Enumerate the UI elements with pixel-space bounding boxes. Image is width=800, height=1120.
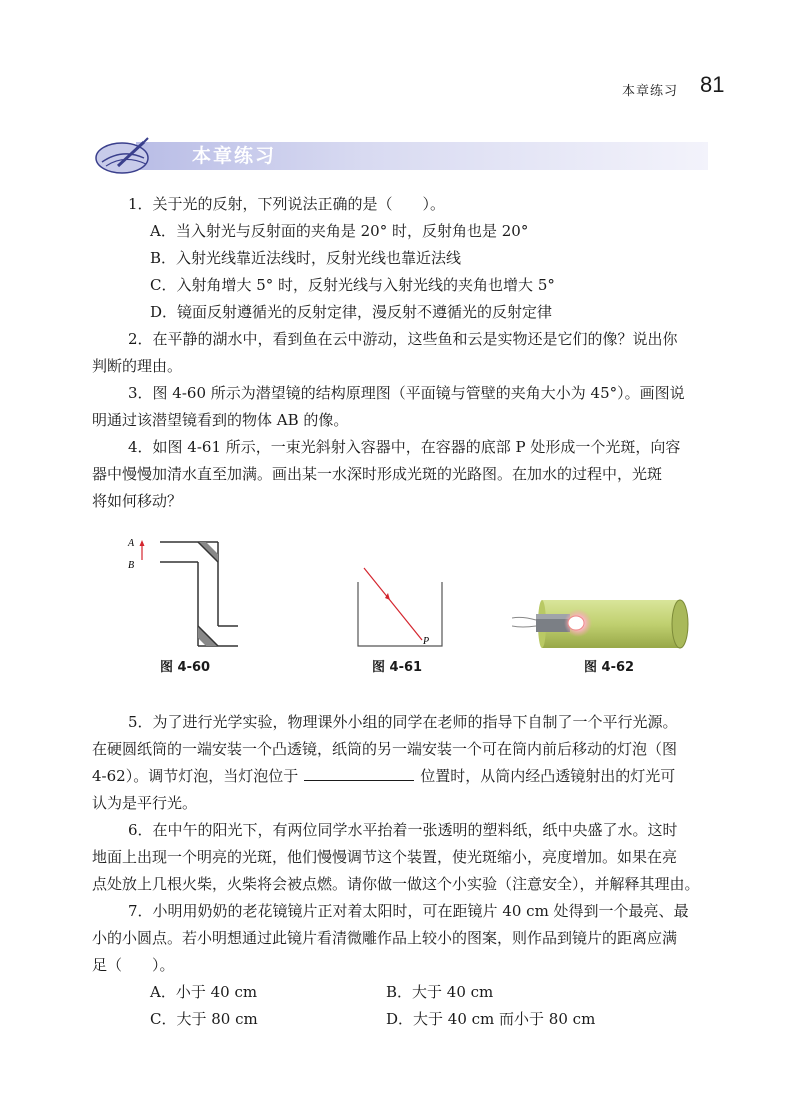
q6-line-3: 点处放上几根火柴，火柴将会被点燃。请你做一做这个小实验（注意安全），并解释其理由。 bbox=[92, 875, 700, 893]
q6-line-1: 6．在中午的阳光下，有两位同学水平抬着一张透明的塑料纸，纸中央盛了水。这时 bbox=[128, 821, 678, 839]
label-b: B bbox=[128, 560, 135, 571]
q7-option-d: D．大于 40 cm 而小于 80 cm bbox=[386, 1010, 596, 1028]
figure-4-60-periscope bbox=[120, 532, 240, 652]
q6-line-2: 地面上出现一个明亮的光斑，他们慢慢调节这个装置，使光斑缩小，亮度增加。如果在亮 bbox=[92, 848, 678, 866]
q7-option-b: B．大于 40 cm bbox=[386, 983, 494, 1001]
running-header: 本章练习 bbox=[622, 84, 679, 99]
label-a: A bbox=[128, 538, 135, 549]
section-banner bbox=[92, 136, 708, 174]
figure-4-62-paper-tube bbox=[512, 594, 692, 654]
q5-before-blank: 4-62）。调节灯泡，当灯泡位于 bbox=[92, 767, 299, 785]
q2-line-1: 2．在平静的湖水中，看到鱼在云中游动，这些鱼和云是实物还是它们的像？说出你 bbox=[128, 330, 678, 348]
q5-answer-blank[interactable] bbox=[304, 766, 414, 781]
q3-line-1: 3．图 4-60 所示为潜望镜的结构原理图（平面镜与管壁的夹角大小为 45°）。画图说 bbox=[128, 384, 685, 402]
figure-4-61-container bbox=[350, 562, 450, 652]
pen-notebook-icon bbox=[92, 136, 182, 176]
banner-title: 本章练习 bbox=[192, 145, 277, 167]
q1-option-d: D．镜面反射遵循光的反射定律，漫反射不遵循光的反射定律 bbox=[150, 303, 553, 321]
q4-line-2: 器中慢慢加清水直至加满。画出某一水深时形成光斑的光路图。在加水的过程中，光斑 bbox=[92, 465, 663, 483]
q2-line-2: 判断的理由。 bbox=[92, 357, 183, 375]
q4-line-1: 4．如图 4-61 所示，一束光斜射入容器中，在容器的底部 P 处形成一个光斑，向容 bbox=[128, 438, 681, 456]
q5-line-3 bbox=[92, 766, 675, 786]
q7-option-a: A．小于 40 cm bbox=[150, 983, 258, 1001]
q7-line-2: 小的小圆点。若小明想通过此镜片看清微雕作品上较小的图案，则作品到镜片的距离应满 bbox=[92, 929, 678, 947]
caption-4-62: 图 4-62 bbox=[584, 660, 635, 675]
q1-option-a: A．当入射光与反射面的夹角是 20° 时，反射角也是 20° bbox=[150, 222, 529, 240]
q7-option-c: C．大于 80 cm bbox=[150, 1010, 258, 1028]
q5-line-2: 在硬圆纸筒的一端安装一个凸透镜，纸筒的另一端安装一个可在筒内前后移动的灯泡（图 bbox=[92, 740, 678, 758]
q4-line-3: 将如何移动？ bbox=[92, 492, 183, 510]
page-number: 81 bbox=[700, 72, 725, 97]
label-p: P bbox=[423, 636, 430, 647]
q5-line-1: 5．为了进行光学实验，物理课外小组的同学在老师的指导下自制了一个平行光源。 bbox=[128, 713, 678, 731]
q5-line-4: 认为是平行光。 bbox=[92, 794, 198, 812]
caption-4-61: 图 4-61 bbox=[372, 660, 423, 675]
q1-option-b: B．入射光线靠近法线时，反射光线也靠近法线 bbox=[150, 249, 462, 267]
q5-after-blank: 位置时，从筒内经凸透镜射出的灯光可 bbox=[420, 767, 676, 785]
q7-line-3: 足（ ）。 bbox=[92, 956, 175, 974]
q3-line-2: 明通过该潜望镜看到的物体 AB 的像。 bbox=[92, 411, 349, 429]
q1-stem: 1．关于光的反射，下列说法正确的是（ ）。 bbox=[128, 195, 446, 213]
q7-line-1: 7．小明用奶奶的老花镜镜片正对着太阳时，可在距镜片 40 cm 处得到一个最亮、最 bbox=[128, 902, 689, 920]
q1-option-c: C．入射角增大 5° 时，反射光线与入射光线的夹角也增大 5° bbox=[150, 276, 555, 294]
caption-4-60: 图 4-60 bbox=[160, 660, 211, 675]
